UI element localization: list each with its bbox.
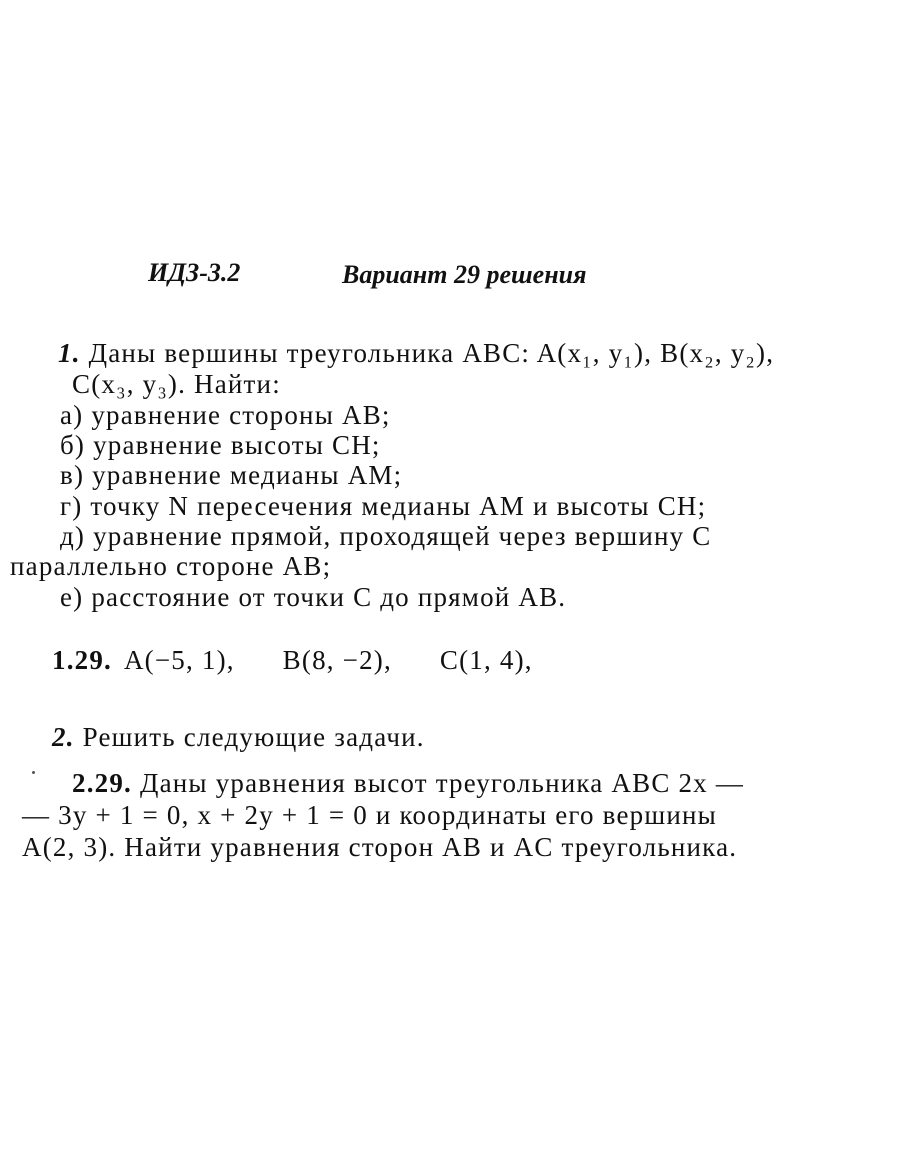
problem1-number: 1.	[58, 338, 81, 368]
problem1-statement-line1: Даны вершины треугольника ABC: A(x₁, y₁), B(x₂, y₂),	[88, 338, 775, 368]
task229-text-line3: A(2, 3). Найти уравнения сторон AB и AC треугольника.	[22, 832, 738, 862]
problem1-item-a: а) уравнение стороны AB;	[60, 400, 391, 430]
problem1-data-line	[52, 645, 533, 675]
point-a: A(−5, 1),	[123, 645, 235, 675]
point-c: C(1, 4),	[439, 645, 533, 675]
problem1-statement-line2: C(x₃, y₃). Найти:	[72, 369, 281, 399]
problem1-item-d: д) уравнение прямой, проходящей через вершину C	[60, 521, 712, 551]
task229-number: 2.29.	[72, 768, 132, 798]
problem1-item-g: г) точку N пересечения медианы AM и высоты CH;	[60, 491, 707, 521]
task229-line1	[72, 768, 744, 798]
problem1-data-number: 1.29.	[52, 645, 112, 675]
scan-speck	[32, 771, 35, 774]
problem1-item-e: е) расстояние от точки C до прямой AB.	[60, 582, 567, 612]
point-b: B(8, −2),	[282, 645, 392, 675]
problem2-number: 2.	[52, 722, 75, 752]
variant-title: Вариант 29 решения	[342, 260, 587, 289]
problem2-line	[52, 722, 425, 752]
task229-text-line2: — 3y + 1 = 0, x + 2y + 1 = 0 и координаты его вершины	[22, 800, 717, 830]
task229-text-line1: Даны уравнения высот треугольника ABC 2x —	[139, 768, 745, 798]
problem2-statement: Решить следующие задачи.	[82, 722, 425, 752]
problem1-item-d-continued: параллельно стороне AB;	[10, 551, 332, 581]
problem1-item-v: в) уравнение медианы AM;	[60, 460, 403, 490]
problem1-item-b: б) уравнение высоты CH;	[60, 430, 381, 460]
assignment-code: ИДЗ-3.2	[148, 258, 241, 287]
problem1-first-line	[58, 338, 774, 368]
